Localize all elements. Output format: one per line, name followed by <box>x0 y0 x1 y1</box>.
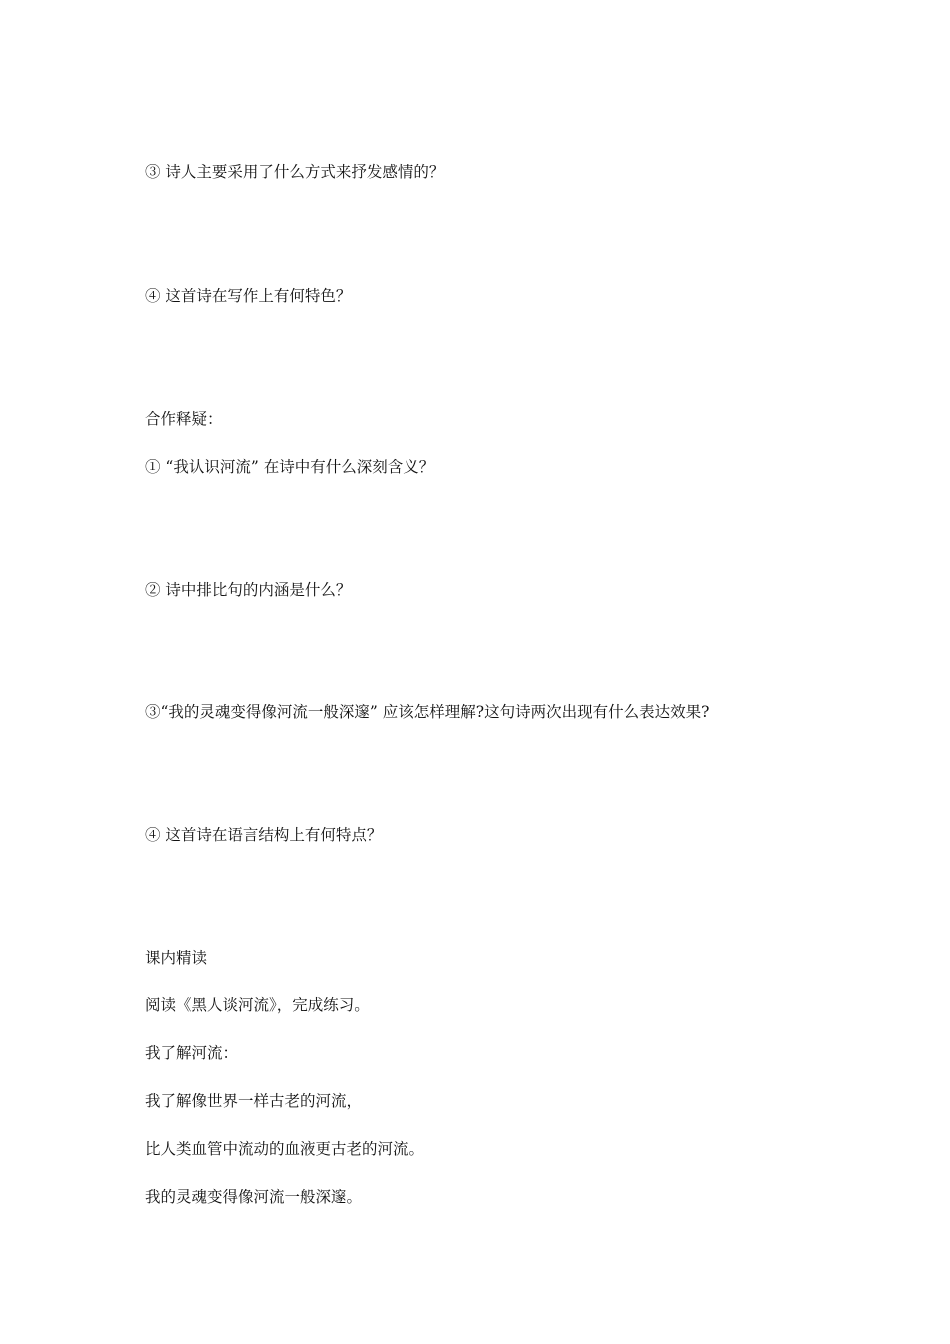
question-1-meaning: ① “我认识河流” 在诗中有什么深刻含义？ <box>145 458 435 476</box>
poem-line-2: 我了解像世界一样古老的河流， <box>145 1092 363 1110</box>
question-3-method: ③ 诗人主要采用了什么方式来抒发感情的？ <box>145 163 445 181</box>
question-3-soul-line: ③“我的灵魂变得像河流一般深邃” 应该怎样理解?这句诗两次出现有什么表达效果? <box>145 703 710 721</box>
question-4-language-structure: ④ 这首诗在语言结构上有何特点？ <box>145 826 383 844</box>
section-heading-cooperative: 合作释疑： <box>145 410 223 428</box>
poem-line-1: 我了解河流： <box>145 1044 239 1062</box>
poem-line-4: 我的灵魂变得像河流一般深邃。 <box>145 1188 363 1206</box>
poem-line-3: 比人类血管中流动的血液更古老的河流。 <box>145 1140 425 1158</box>
question-2-parallelism: ② 诗中排比句的内涵是什么？ <box>145 581 352 599</box>
reading-instruction: 阅读《黑人谈河流》，完成练习。 <box>145 996 370 1014</box>
question-4-writing-feature: ④ 这首诗在写作上有何特色？ <box>145 287 352 305</box>
section-heading-close-reading: 课内精读 <box>145 949 208 967</box>
